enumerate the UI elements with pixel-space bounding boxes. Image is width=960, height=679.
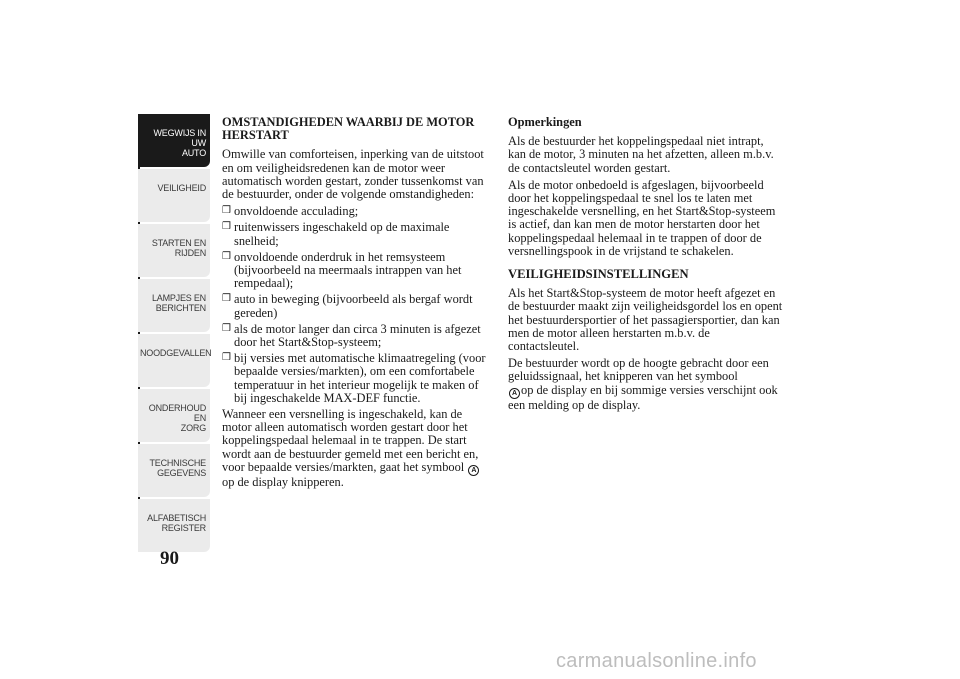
notes-paragraph-1: Als de bestuurder het koppelingspedaal niet intrapt, kan de motor, 3 minuten na het afzetten, alleen m.b.v. de contactsleutel worden gestart. [508, 134, 774, 175]
tab-label: ONDERHOUD EN ZORG [148, 403, 206, 433]
tab-wegwijs-in-uw-auto[interactable] [138, 114, 210, 167]
tab-label: VEILIGHEID [157, 183, 206, 193]
tab-label: ALFABETISCH REGISTER [147, 513, 206, 533]
list-item: ❒ ruitenwissers ingeschakeld op de maximale snelheid; [222, 220, 450, 248]
bullet-box-icon: ❒ [222, 322, 231, 334]
page-number: 90 [160, 548, 179, 569]
notes-heading: Opmerkingen [508, 115, 582, 129]
safety-paragraph-2: De bestuurder wordt op de hoogte gebracht door een geluidssignaal, het knipperen van het symbool A op de display en bij sommige versies verschijnt ook een melding op de display. [508, 356, 778, 412]
bullet-box-icon: ❒ [222, 221, 231, 233]
watermark: carmanualsonline.info [556, 650, 757, 672]
list-item: ❒ als de motor langer dan circa 3 minuten is afgezet door het Start&Stop-systeem; [222, 321, 481, 350]
tab-lampjes-en-berichten[interactable] [138, 279, 210, 332]
tab-onderhoud-en-zorg[interactable] [138, 389, 210, 442]
tab-veiligheid[interactable] [138, 169, 210, 222]
tab-alfabetisch-register[interactable] [138, 499, 210, 552]
right-column [508, 116, 783, 416]
tab-label: WEGWIJS IN UW AUTO [153, 128, 206, 158]
list-item: ❒ onvoldoende onderdruk in het remsysteem (bijvoorbeeld na meermaals intrappen van het rempedaal); [222, 249, 462, 291]
list-item: ❒ auto in beweging (bijvoorbeeld als bergaf wordt gereden) [222, 292, 473, 320]
tab-noodgevallen[interactable] [138, 334, 210, 387]
notes-paragraph-2: Als de motor onbedoeld is afgeslagen, bijvoorbeeld door het koppelingspedaal te snel los te laten met ingeschakelde versnelling, en het Start&Stop-systeem is actief, dan kan men de motor herstarten door het koppelingspedaal helemaal in te trappen of door de versnellingspook in de vrijstand te schakelen. [508, 177, 776, 258]
left-column [222, 116, 492, 493]
bullet-box-icon: ❒ [222, 250, 231, 262]
safety-settings-heading: VEILIGHEIDSINSTELLINGEN [508, 267, 689, 282]
restart-conditions-list [222, 205, 492, 405]
bullet-box-icon: ❒ [222, 352, 231, 364]
intro-paragraph: Omwille van comforteisen, inperking van de uitstoot en om veiligheidsredenen kan de motor weer automatisch worden gestart, zonder tussenkomst van de bestuurder, onder de volgende omstandigheden: [222, 147, 484, 202]
bullet-box-icon: ❒ [222, 293, 231, 305]
start-stop-icon: A [468, 465, 479, 476]
list-item: ❒ onvoldoende acculading; [222, 204, 359, 219]
list-item: ❒ bij versies met automatische klimaatregeling (voor bepaalde versies/markten), om een comfortabele temperatuur in het interieur mogelijk te maken of bij ingeschakelde MAX-DEF functie. [222, 351, 486, 405]
chapter-sidebar [138, 114, 210, 554]
tab-label: TECHNISCHE GEGEVENS [149, 458, 206, 478]
tab-label: LAMPJES EN BERICHTEN [151, 293, 206, 313]
section-heading: OMSTANDIGHEDEN WAARBIJ DE MOTOR HERSTART [222, 115, 475, 143]
tab-technische-gegevens[interactable] [138, 444, 210, 497]
closing-paragraph: Wanneer een versnelling is ingeschakeld, kan de motor alleen automatisch worden gestart door het koppelingspedaal helemaal in te trappen. De start wordt aan de bestuurder gemeld met een bericht en, voor bepaalde versies/markten, gaat het symbool Aop de display knipperen. [222, 407, 479, 489]
bullet-box-icon: ❒ [222, 205, 231, 217]
tab-label: STARTEN EN RIJDEN [151, 238, 206, 258]
tab-label: NOODGEVALLEN [140, 348, 212, 358]
start-stop-icon: A [509, 388, 520, 399]
tab-starten-en-rijden[interactable] [138, 224, 210, 277]
safety-paragraph-1: Als het Start&Stop-systeem de motor heeft afgezet en de bestuurder maakt zijn veiligheidsgordel los en opent het bestuurdersportier of het passagiersportier, dan kan men de motor alleen herstarten m.b.v. de contactsleutel. [508, 286, 783, 354]
